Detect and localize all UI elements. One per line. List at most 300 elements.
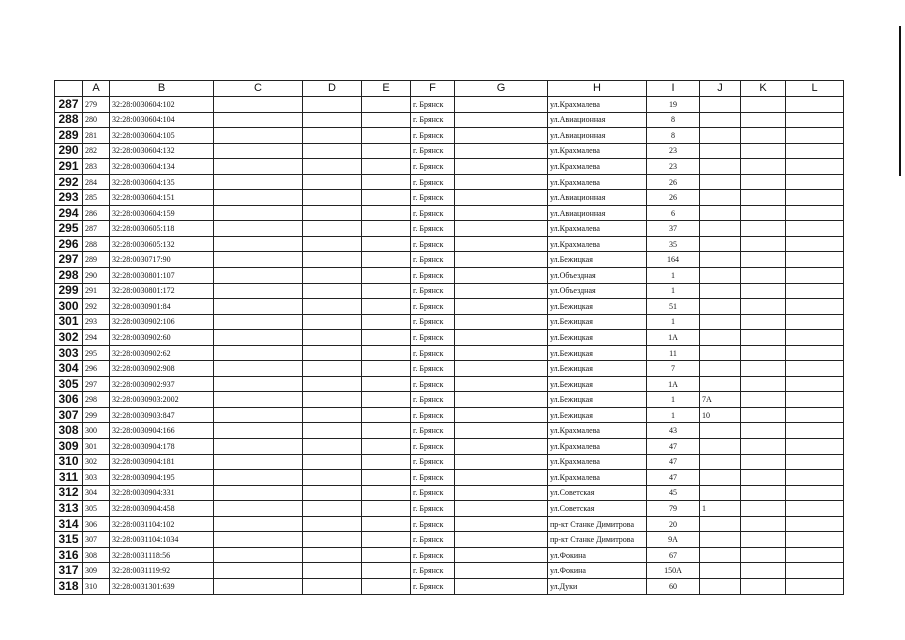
cell-d[interactable] — [303, 314, 362, 330]
cell-g[interactable] — [455, 345, 548, 361]
cell-l[interactable] — [786, 470, 844, 486]
cell-d[interactable] — [303, 547, 362, 563]
cell-l[interactable] — [786, 299, 844, 315]
row-number[interactable]: 292 — [55, 174, 83, 190]
corner-header[interactable] — [55, 81, 83, 97]
cell-i[interactable]: 1 — [647, 407, 700, 423]
cell-j[interactable] — [700, 174, 741, 190]
cell-a[interactable]: 294 — [83, 330, 110, 346]
column-header-a[interactable]: A — [83, 81, 110, 97]
cell-a[interactable]: 310 — [83, 578, 110, 594]
cell-h[interactable]: ул.Советская — [548, 485, 647, 501]
cell-f[interactable]: г. Брянск — [411, 159, 455, 175]
cell-k[interactable] — [741, 439, 786, 455]
cell-k[interactable] — [741, 407, 786, 423]
cell-g[interactable] — [455, 330, 548, 346]
cell-h[interactable]: ул.Крахмалева — [548, 454, 647, 470]
row-number[interactable]: 298 — [55, 268, 83, 284]
row-number[interactable]: 304 — [55, 361, 83, 377]
cell-i[interactable]: 19 — [647, 97, 700, 113]
cell-g[interactable] — [455, 470, 548, 486]
cell-l[interactable] — [786, 112, 844, 128]
cell-g[interactable] — [455, 221, 548, 237]
cell-j[interactable] — [700, 221, 741, 237]
cell-d[interactable] — [303, 470, 362, 486]
cell-b[interactable]: 32:28:0030605:132 — [110, 236, 214, 252]
cell-b[interactable]: 32:28:0031119:92 — [110, 563, 214, 579]
cell-i[interactable]: 6 — [647, 205, 700, 221]
cell-e[interactable] — [362, 143, 411, 159]
cell-i[interactable]: 23 — [647, 159, 700, 175]
cell-e[interactable] — [362, 392, 411, 408]
cell-e[interactable] — [362, 128, 411, 144]
cell-f[interactable]: г. Брянск — [411, 205, 455, 221]
cell-f[interactable]: г. Брянск — [411, 268, 455, 284]
cell-e[interactable] — [362, 345, 411, 361]
cell-b[interactable]: 32:28:0030901:84 — [110, 299, 214, 315]
cell-c[interactable] — [214, 190, 303, 206]
cell-g[interactable] — [455, 516, 548, 532]
cell-h[interactable]: ул.Авиационная — [548, 112, 647, 128]
cell-g[interactable] — [455, 392, 548, 408]
cell-g[interactable] — [455, 174, 548, 190]
cell-j[interactable] — [700, 252, 741, 268]
cell-l[interactable] — [786, 407, 844, 423]
cell-k[interactable] — [741, 112, 786, 128]
cell-e[interactable] — [362, 174, 411, 190]
cell-j[interactable] — [700, 532, 741, 548]
cell-d[interactable] — [303, 236, 362, 252]
cell-e[interactable] — [362, 376, 411, 392]
cell-k[interactable] — [741, 330, 786, 346]
cell-h[interactable]: ул.Фокина — [548, 547, 647, 563]
cell-b[interactable]: 32:28:0030904:166 — [110, 423, 214, 439]
cell-a[interactable]: 295 — [83, 345, 110, 361]
cell-k[interactable] — [741, 516, 786, 532]
cell-d[interactable] — [303, 392, 362, 408]
cell-a[interactable]: 300 — [83, 423, 110, 439]
cell-b[interactable]: 32:28:0031118:56 — [110, 547, 214, 563]
cell-a[interactable]: 291 — [83, 283, 110, 299]
cell-k[interactable] — [741, 454, 786, 470]
cell-k[interactable] — [741, 236, 786, 252]
cell-e[interactable] — [362, 299, 411, 315]
cell-h[interactable]: ул.Крахмалева — [548, 423, 647, 439]
cell-g[interactable] — [455, 376, 548, 392]
row-number[interactable]: 308 — [55, 423, 83, 439]
cell-g[interactable] — [455, 439, 548, 455]
cell-a[interactable]: 286 — [83, 205, 110, 221]
cell-g[interactable] — [455, 299, 548, 315]
cell-b[interactable]: 32:28:0030902:62 — [110, 345, 214, 361]
cell-i[interactable]: 1 — [647, 314, 700, 330]
cell-c[interactable] — [214, 299, 303, 315]
cell-k[interactable] — [741, 501, 786, 517]
cell-l[interactable] — [786, 252, 844, 268]
cell-h[interactable]: ул.Крахмалева — [548, 439, 647, 455]
cell-i[interactable]: 7 — [647, 361, 700, 377]
cell-l[interactable] — [786, 376, 844, 392]
cell-i[interactable]: 26 — [647, 190, 700, 206]
cell-j[interactable] — [700, 299, 741, 315]
cell-i[interactable]: 79 — [647, 501, 700, 517]
cell-l[interactable] — [786, 361, 844, 377]
row-number[interactable]: 295 — [55, 221, 83, 237]
cell-g[interactable] — [455, 112, 548, 128]
column-header-f[interactable]: F — [411, 81, 455, 97]
cell-e[interactable] — [362, 361, 411, 377]
cell-h[interactable]: ул.Крахмалева — [548, 470, 647, 486]
cell-f[interactable]: г. Брянск — [411, 128, 455, 144]
cell-j[interactable] — [700, 547, 741, 563]
cell-c[interactable] — [214, 532, 303, 548]
cell-c[interactable] — [214, 470, 303, 486]
cell-l[interactable] — [786, 205, 844, 221]
cell-l[interactable] — [786, 221, 844, 237]
cell-i[interactable]: 20 — [647, 516, 700, 532]
cell-d[interactable] — [303, 143, 362, 159]
cell-l[interactable] — [786, 454, 844, 470]
row-number[interactable]: 302 — [55, 330, 83, 346]
cell-k[interactable] — [741, 485, 786, 501]
row-number[interactable]: 296 — [55, 236, 83, 252]
cell-j[interactable] — [700, 439, 741, 455]
cell-b[interactable]: 32:28:0031104:1034 — [110, 532, 214, 548]
cell-l[interactable] — [786, 128, 844, 144]
cell-d[interactable] — [303, 407, 362, 423]
cell-f[interactable]: г. Брянск — [411, 314, 455, 330]
cell-g[interactable] — [455, 205, 548, 221]
cell-c[interactable] — [214, 112, 303, 128]
cell-b[interactable]: 32:28:0030604:151 — [110, 190, 214, 206]
cell-g[interactable] — [455, 314, 548, 330]
cell-k[interactable] — [741, 128, 786, 144]
cell-h[interactable]: ул.Крахмалева — [548, 97, 647, 113]
column-header-g[interactable]: G — [455, 81, 548, 97]
cell-h[interactable]: ул.Объездная — [548, 268, 647, 284]
cell-i[interactable]: 43 — [647, 423, 700, 439]
cell-c[interactable] — [214, 563, 303, 579]
cell-j[interactable] — [700, 516, 741, 532]
cell-c[interactable] — [214, 252, 303, 268]
cell-e[interactable] — [362, 205, 411, 221]
cell-h[interactable]: ул.Авиационная — [548, 190, 647, 206]
cell-g[interactable] — [455, 563, 548, 579]
cell-e[interactable] — [362, 470, 411, 486]
row-number[interactable]: 303 — [55, 345, 83, 361]
cell-l[interactable] — [786, 190, 844, 206]
row-number[interactable]: 316 — [55, 547, 83, 563]
cell-h[interactable]: ул.Бежицкая — [548, 314, 647, 330]
cell-i[interactable]: 35 — [647, 236, 700, 252]
cell-f[interactable]: г. Брянск — [411, 501, 455, 517]
cell-h[interactable]: ул.Бежицкая — [548, 345, 647, 361]
cell-a[interactable]: 298 — [83, 392, 110, 408]
cell-j[interactable] — [700, 314, 741, 330]
cell-d[interactable] — [303, 268, 362, 284]
cell-e[interactable] — [362, 236, 411, 252]
cell-j[interactable]: 10 — [700, 407, 741, 423]
cell-b[interactable]: 32:28:0030717:90 — [110, 252, 214, 268]
cell-b[interactable]: 32:28:0030903:2002 — [110, 392, 214, 408]
cell-d[interactable] — [303, 190, 362, 206]
cell-k[interactable] — [741, 143, 786, 159]
row-number[interactable]: 317 — [55, 563, 83, 579]
cell-l[interactable] — [786, 532, 844, 548]
cell-a[interactable]: 289 — [83, 252, 110, 268]
cell-j[interactable] — [700, 361, 741, 377]
cell-k[interactable] — [741, 470, 786, 486]
cell-f[interactable]: г. Брянск — [411, 470, 455, 486]
cell-d[interactable] — [303, 112, 362, 128]
cell-i[interactable]: 23 — [647, 143, 700, 159]
cell-c[interactable] — [214, 283, 303, 299]
cell-f[interactable]: г. Брянск — [411, 283, 455, 299]
cell-b[interactable]: 32:28:0030904:178 — [110, 439, 214, 455]
cell-e[interactable] — [362, 268, 411, 284]
cell-h[interactable]: ул.Бежицкая — [548, 361, 647, 377]
column-header-b[interactable]: B — [110, 81, 214, 97]
cell-g[interactable] — [455, 128, 548, 144]
cell-a[interactable]: 283 — [83, 159, 110, 175]
cell-e[interactable] — [362, 112, 411, 128]
cell-b[interactable]: 32:28:0030902:60 — [110, 330, 214, 346]
cell-e[interactable] — [362, 330, 411, 346]
cell-a[interactable]: 292 — [83, 299, 110, 315]
cell-c[interactable] — [214, 159, 303, 175]
row-number[interactable]: 288 — [55, 112, 83, 128]
cell-c[interactable] — [214, 268, 303, 284]
cell-i[interactable]: 164 — [647, 252, 700, 268]
cell-h[interactable]: ул.Крахмалева — [548, 236, 647, 252]
row-number[interactable]: 294 — [55, 205, 83, 221]
cell-l[interactable] — [786, 174, 844, 190]
cell-e[interactable] — [362, 439, 411, 455]
cell-l[interactable] — [786, 97, 844, 113]
cell-e[interactable] — [362, 485, 411, 501]
row-number[interactable]: 287 — [55, 97, 83, 113]
row-number[interactable]: 313 — [55, 501, 83, 517]
row-number[interactable]: 307 — [55, 407, 83, 423]
cell-j[interactable] — [700, 190, 741, 206]
cell-a[interactable]: 302 — [83, 454, 110, 470]
cell-e[interactable] — [362, 532, 411, 548]
cell-f[interactable]: г. Брянск — [411, 236, 455, 252]
cell-e[interactable] — [362, 252, 411, 268]
cell-h[interactable]: ул.Бежицкая — [548, 407, 647, 423]
cell-c[interactable] — [214, 439, 303, 455]
cell-l[interactable] — [786, 268, 844, 284]
cell-d[interactable] — [303, 578, 362, 594]
cell-f[interactable]: г. Брянск — [411, 97, 455, 113]
cell-g[interactable] — [455, 485, 548, 501]
column-header-d[interactable]: D — [303, 81, 362, 97]
cell-c[interactable] — [214, 392, 303, 408]
cell-h[interactable]: ул.Бежицкая — [548, 252, 647, 268]
cell-a[interactable]: 282 — [83, 143, 110, 159]
cell-l[interactable] — [786, 563, 844, 579]
cell-j[interactable] — [700, 112, 741, 128]
cell-b[interactable]: 32:28:0031301:639 — [110, 578, 214, 594]
cell-e[interactable] — [362, 501, 411, 517]
cell-d[interactable] — [303, 128, 362, 144]
cell-b[interactable]: 32:28:0030604:159 — [110, 205, 214, 221]
cell-c[interactable] — [214, 236, 303, 252]
cell-d[interactable] — [303, 205, 362, 221]
cell-g[interactable] — [455, 578, 548, 594]
cell-i[interactable]: 9А — [647, 532, 700, 548]
cell-i[interactable]: 67 — [647, 547, 700, 563]
cell-e[interactable] — [362, 97, 411, 113]
cell-d[interactable] — [303, 485, 362, 501]
cell-f[interactable]: г. Брянск — [411, 563, 455, 579]
row-number[interactable]: 318 — [55, 578, 83, 594]
cell-f[interactable]: г. Брянск — [411, 143, 455, 159]
cell-f[interactable]: г. Брянск — [411, 454, 455, 470]
cell-h[interactable]: ул.Авиационная — [548, 205, 647, 221]
cell-i[interactable]: 8 — [647, 112, 700, 128]
cell-g[interactable] — [455, 361, 548, 377]
cell-a[interactable]: 309 — [83, 563, 110, 579]
column-header-h[interactable]: H — [548, 81, 647, 97]
cell-d[interactable] — [303, 159, 362, 175]
cell-j[interactable] — [700, 159, 741, 175]
cell-f[interactable]: г. Брянск — [411, 485, 455, 501]
cell-f[interactable]: г. Брянск — [411, 221, 455, 237]
column-header-k[interactable]: K — [741, 81, 786, 97]
cell-d[interactable] — [303, 283, 362, 299]
column-header-c[interactable]: C — [214, 81, 303, 97]
cell-c[interactable] — [214, 174, 303, 190]
cell-f[interactable]: г. Брянск — [411, 252, 455, 268]
cell-k[interactable] — [741, 190, 786, 206]
cell-k[interactable] — [741, 578, 786, 594]
cell-i[interactable]: 150А — [647, 563, 700, 579]
cell-e[interactable] — [362, 423, 411, 439]
cell-l[interactable] — [786, 236, 844, 252]
cell-h[interactable]: ул.Бежицкая — [548, 330, 647, 346]
cell-f[interactable]: г. Брянск — [411, 112, 455, 128]
cell-d[interactable] — [303, 516, 362, 532]
cell-l[interactable] — [786, 283, 844, 299]
cell-b[interactable]: 32:28:0030801:172 — [110, 283, 214, 299]
cell-f[interactable]: г. Брянск — [411, 547, 455, 563]
cell-g[interactable] — [455, 268, 548, 284]
row-number[interactable]: 305 — [55, 376, 83, 392]
cell-f[interactable]: г. Брянск — [411, 345, 455, 361]
cell-c[interactable] — [214, 314, 303, 330]
cell-b[interactable]: 32:28:0030801:107 — [110, 268, 214, 284]
cell-h[interactable]: ул.Крахмалева — [548, 174, 647, 190]
cell-c[interactable] — [214, 516, 303, 532]
cell-b[interactable]: 32:28:0030902:908 — [110, 361, 214, 377]
cell-g[interactable] — [455, 501, 548, 517]
cell-c[interactable] — [214, 454, 303, 470]
row-number[interactable]: 290 — [55, 143, 83, 159]
cell-d[interactable] — [303, 501, 362, 517]
cell-f[interactable]: г. Брянск — [411, 392, 455, 408]
cell-a[interactable]: 285 — [83, 190, 110, 206]
row-number[interactable]: 306 — [55, 392, 83, 408]
cell-i[interactable]: 1А — [647, 330, 700, 346]
column-header-e[interactable]: E — [362, 81, 411, 97]
cell-g[interactable] — [455, 190, 548, 206]
cell-k[interactable] — [741, 159, 786, 175]
cell-f[interactable]: г. Брянск — [411, 190, 455, 206]
cell-b[interactable]: 32:28:0030902:106 — [110, 314, 214, 330]
cell-h[interactable]: ул.Фокина — [548, 563, 647, 579]
cell-e[interactable] — [362, 578, 411, 594]
cell-c[interactable] — [214, 485, 303, 501]
cell-k[interactable] — [741, 205, 786, 221]
cell-k[interactable] — [741, 314, 786, 330]
cell-d[interactable] — [303, 330, 362, 346]
row-number[interactable]: 309 — [55, 439, 83, 455]
cell-h[interactable]: ул.Бежицкая — [548, 299, 647, 315]
cell-a[interactable]: 306 — [83, 516, 110, 532]
cell-k[interactable] — [741, 423, 786, 439]
cell-g[interactable] — [455, 532, 548, 548]
cell-g[interactable] — [455, 143, 548, 159]
cell-e[interactable] — [362, 190, 411, 206]
cell-f[interactable]: г. Брянск — [411, 376, 455, 392]
cell-j[interactable] — [700, 485, 741, 501]
cell-d[interactable] — [303, 376, 362, 392]
cell-c[interactable] — [214, 345, 303, 361]
cell-c[interactable] — [214, 221, 303, 237]
cell-h[interactable]: ул.Объездная — [548, 283, 647, 299]
row-number[interactable]: 315 — [55, 532, 83, 548]
cell-j[interactable]: 1 — [700, 501, 741, 517]
cell-k[interactable] — [741, 174, 786, 190]
cell-c[interactable] — [214, 501, 303, 517]
cell-b[interactable]: 32:28:0031104:102 — [110, 516, 214, 532]
cell-b[interactable]: 32:28:0030604:134 — [110, 159, 214, 175]
cell-i[interactable]: 60 — [647, 578, 700, 594]
cell-i[interactable]: 11 — [647, 345, 700, 361]
cell-h[interactable]: ул.Крахмалева — [548, 221, 647, 237]
cell-k[interactable] — [741, 361, 786, 377]
cell-h[interactable]: ул.Крахмалева — [548, 159, 647, 175]
cell-k[interactable] — [741, 283, 786, 299]
cell-f[interactable]: г. Брянск — [411, 578, 455, 594]
cell-d[interactable] — [303, 174, 362, 190]
cell-e[interactable] — [362, 221, 411, 237]
cell-g[interactable] — [455, 283, 548, 299]
cell-a[interactable]: 280 — [83, 112, 110, 128]
cell-j[interactable] — [700, 330, 741, 346]
cell-a[interactable]: 287 — [83, 221, 110, 237]
cell-d[interactable] — [303, 299, 362, 315]
cell-j[interactable] — [700, 454, 741, 470]
cell-c[interactable] — [214, 423, 303, 439]
cell-c[interactable] — [214, 205, 303, 221]
row-number[interactable]: 297 — [55, 252, 83, 268]
cell-f[interactable]: г. Брянск — [411, 299, 455, 315]
cell-i[interactable]: 1 — [647, 392, 700, 408]
cell-h[interactable]: ул.Бежицкая — [548, 392, 647, 408]
cell-b[interactable]: 32:28:0030604:105 — [110, 128, 214, 144]
cell-k[interactable] — [741, 392, 786, 408]
row-number[interactable]: 301 — [55, 314, 83, 330]
cell-a[interactable]: 301 — [83, 439, 110, 455]
cell-e[interactable] — [362, 407, 411, 423]
cell-a[interactable]: 303 — [83, 470, 110, 486]
column-header-j[interactable]: J — [700, 81, 741, 97]
cell-g[interactable] — [455, 547, 548, 563]
cell-i[interactable]: 47 — [647, 439, 700, 455]
cell-a[interactable]: 290 — [83, 268, 110, 284]
